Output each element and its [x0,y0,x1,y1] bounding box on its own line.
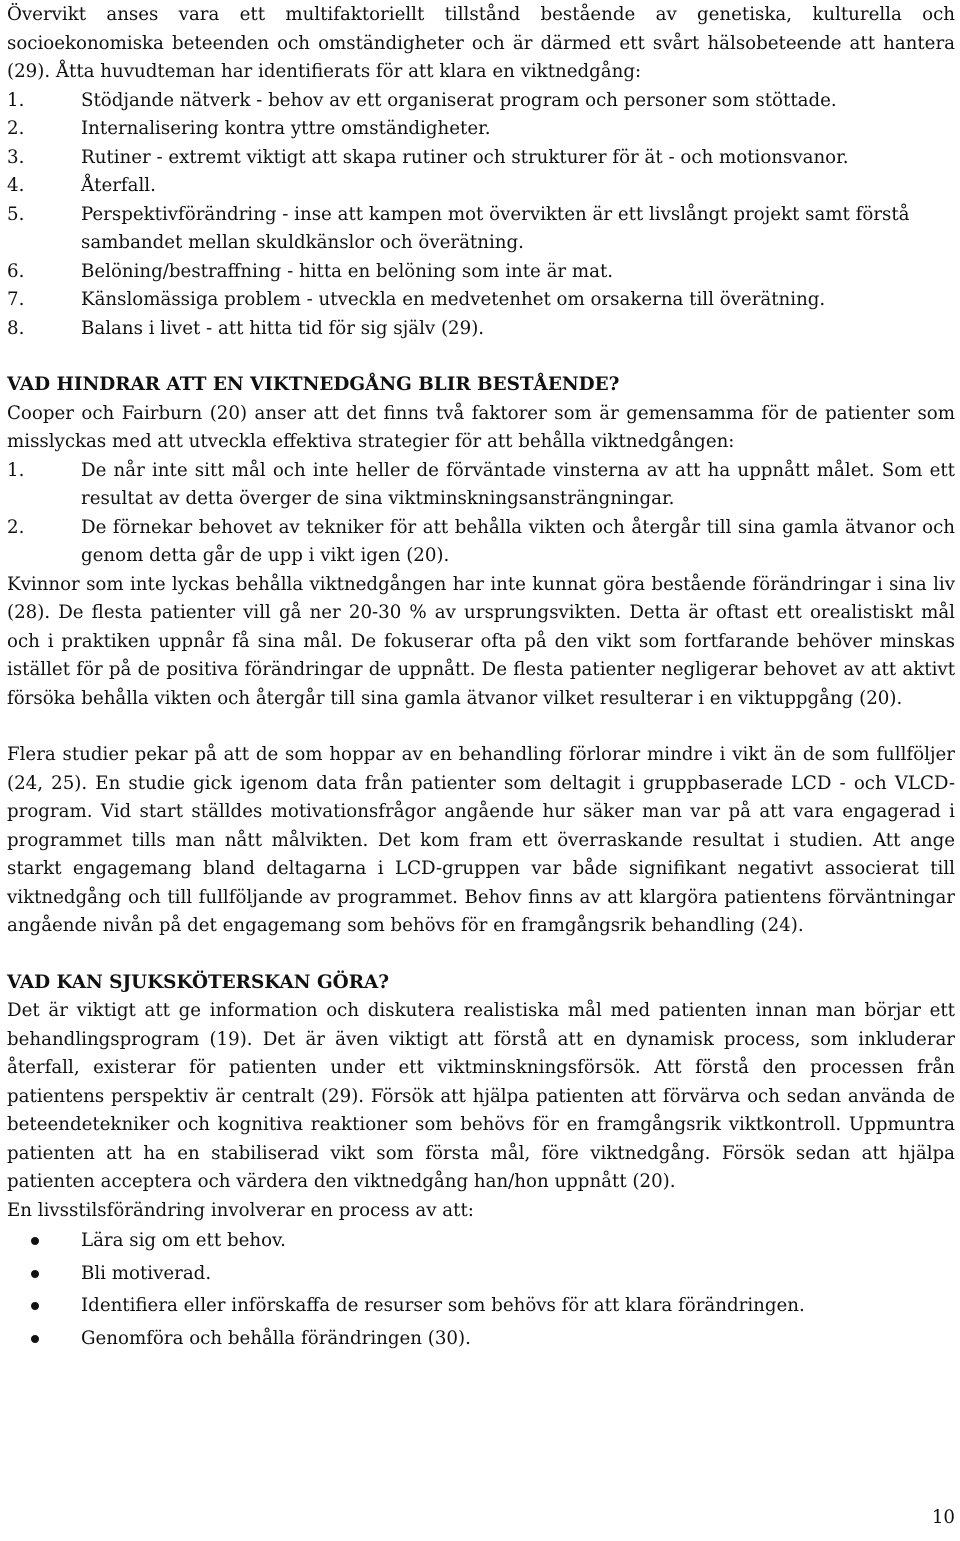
factors-list [7,457,955,571]
list-number: 5. [7,203,25,225]
list-text: De förnekar behovet av tekniker för att behålla vikten och återgår till sina gamla ätvanor och genom detta går de upp i vikt igen (20). [81,516,955,566]
list-text: Belöning/bestraffning - hitta en belöning som inte är mat. [81,260,614,282]
list-item [7,201,955,258]
list-text: Stödjande nätverk - behov av ett organiserat program och personer som stöttade. [81,89,837,111]
list-item [7,115,955,144]
list-number: 2. [7,118,25,139]
list-number: 7. [7,289,25,310]
bullet-icon [31,1237,39,1245]
section2-paragraph: Det är viktigt att ge information och diskutera realistiska mål med patienten innan man börjar ett behandlingsprogram (19). Det är även viktigt att förstå att en dynamisk process, som inkluderar återfall, existerar för patienten under ett viktminskningsförsök. Att förstå den processen från patientens perspektiv är centralt (29). Försök att hjälpa patienten att förvärva och sedan använda de beteendetekniker och kognitiva reaktioner som behövs för en framgångsrik viktkontroll. Uppmuntra patienten att ha en stabiliserad vikt som första mål, före viktnedgång. Försök sedan att hjälpa patienten acceptera och värdera den viktnedgång han/hon uppnått (20). [7,1000,955,1192]
list-item [7,87,955,116]
list-number: 3. [7,146,25,168]
spacer [7,713,955,741]
list-text: Identifiera eller införskaffa de resurser som behövs för att klara förändringen. [81,1295,805,1316]
list-number: 6. [7,260,25,282]
list-text: De når inte sitt mål och inte heller de förväntade vinsterna av att ha uppnått målet. Som ett resultat av detta överger de sina viktminskningsansträngningar. [81,459,955,509]
list-number: 8. [7,317,25,339]
intro-paragraph: Övervikt anses vara ett multifaktoriellt tillstånd bestående av genetiska, kulturella och socioekonomiska beteenden och omständigheter och är därmed ett svårt hälsobeteende att hantera (29). Åtta huvudteman har identifierats för att klara en viktnedgång: [7,4,955,82]
page-content [7,1,955,1355]
list-item [7,258,955,287]
list-item [7,286,955,315]
bullet-icon [31,1302,39,1310]
list-item [7,315,955,344]
list-item [7,172,955,201]
list-text: Lära sig om ett behov. [81,1230,286,1251]
spacer [7,343,955,371]
section2-list-intro: En livsstilsförändring involverar en process av att: [7,1199,474,1221]
list-number: 2. [7,516,25,538]
list-item [7,1225,955,1258]
section1-paragraph-2: Flera studier pekar på att de som hoppar av en behandling förlorar mindre i vikt än de som fullföljer (24, 25). En studie gick igenom data från patienter som deltagit i gruppbaserade LCD - och VLCD-program. Vid start ställdes motivationsfrågor angående hur säker man var på att vara engagerad i programmet tills man nått målvikten. Det kom fram ett överraskande resultat i studien. Att ange starkt engagemang bland deltagarna i LCD-gruppen var både signifikant negativt associerat till viktnedgång och till fullföljande av programmet. Behov finns av att klargöra patientens förväntningar angående nivån på det engagemang som behövs för en framgångsrik behandling (24). [7,744,955,936]
list-text: Känslomässiga problem - utveckla en medvetenhet om orsakerna till överätning. [81,289,826,310]
section-heading-nurse: VAD KAN SJUKSKÖTERSKAN GÖRA? [7,971,390,993]
section1-intro: Cooper och Fairburn (20) anser att det finns två faktorer som är gemensamma för de patienter som misslyckas med att utveckla effektiva strategier för att behålla viktnedgången: [7,402,955,452]
list-item [7,144,955,173]
list-item [7,457,955,514]
list-item [7,1323,955,1356]
bullet-list [7,1225,955,1355]
list-text: Perspektivförändring - inse att kampen mot övervikten är ett livslångt projekt samt förstå sambandet mellan skuldkänslor och överätning. [81,203,910,253]
list-text: Rutiner - extremt viktigt att skapa rutiner och strukturer för ät - och motionsvanor. [81,146,849,168]
list-text: Återfall. [81,175,156,196]
list-number: 4. [7,175,25,196]
bullet-icon [31,1335,39,1343]
list-text: Internalisering kontra yttre omständigheter. [81,118,491,139]
bullet-icon [31,1270,39,1278]
themes-list [7,87,955,344]
list-number: 1. [7,459,25,481]
list-text: Genomföra och behålla förändringen (30). [81,1327,471,1349]
section-heading-obstacles: VAD HINDRAR ATT EN VIKTNEDGÅNG BLIR BESTÅENDE? [7,374,620,395]
list-item [7,514,955,571]
list-item [7,1258,955,1291]
list-number: 1. [7,89,25,111]
section1-paragraph-1: Kvinnor som inte lyckas behålla viktnedgången har inte kunnat göra bestående förändringar i sina liv (28). De flesta patienter vill gå ner 20-30 % av ursprungsvikten. Detta är oftast ett orealistiskt mål och i praktiken uppnår få sina mål. De fokuserar ofta på den vikt som fortfarande behöver minskas istället för på de positiva förändringar de uppnått. De flesta patienter negligerar behovet av att aktivt försöka behålla vikten och återgår till sina gamla ätvanor vilket resulterar i en viktuppgång (20). [7,573,955,709]
list-item [7,1290,955,1323]
list-text: Balans i livet - att hitta tid för sig själv (29). [81,317,485,339]
spacer [7,941,955,969]
page-number: 10 [931,1507,955,1528]
list-text: Bli motiverad. [81,1262,212,1284]
